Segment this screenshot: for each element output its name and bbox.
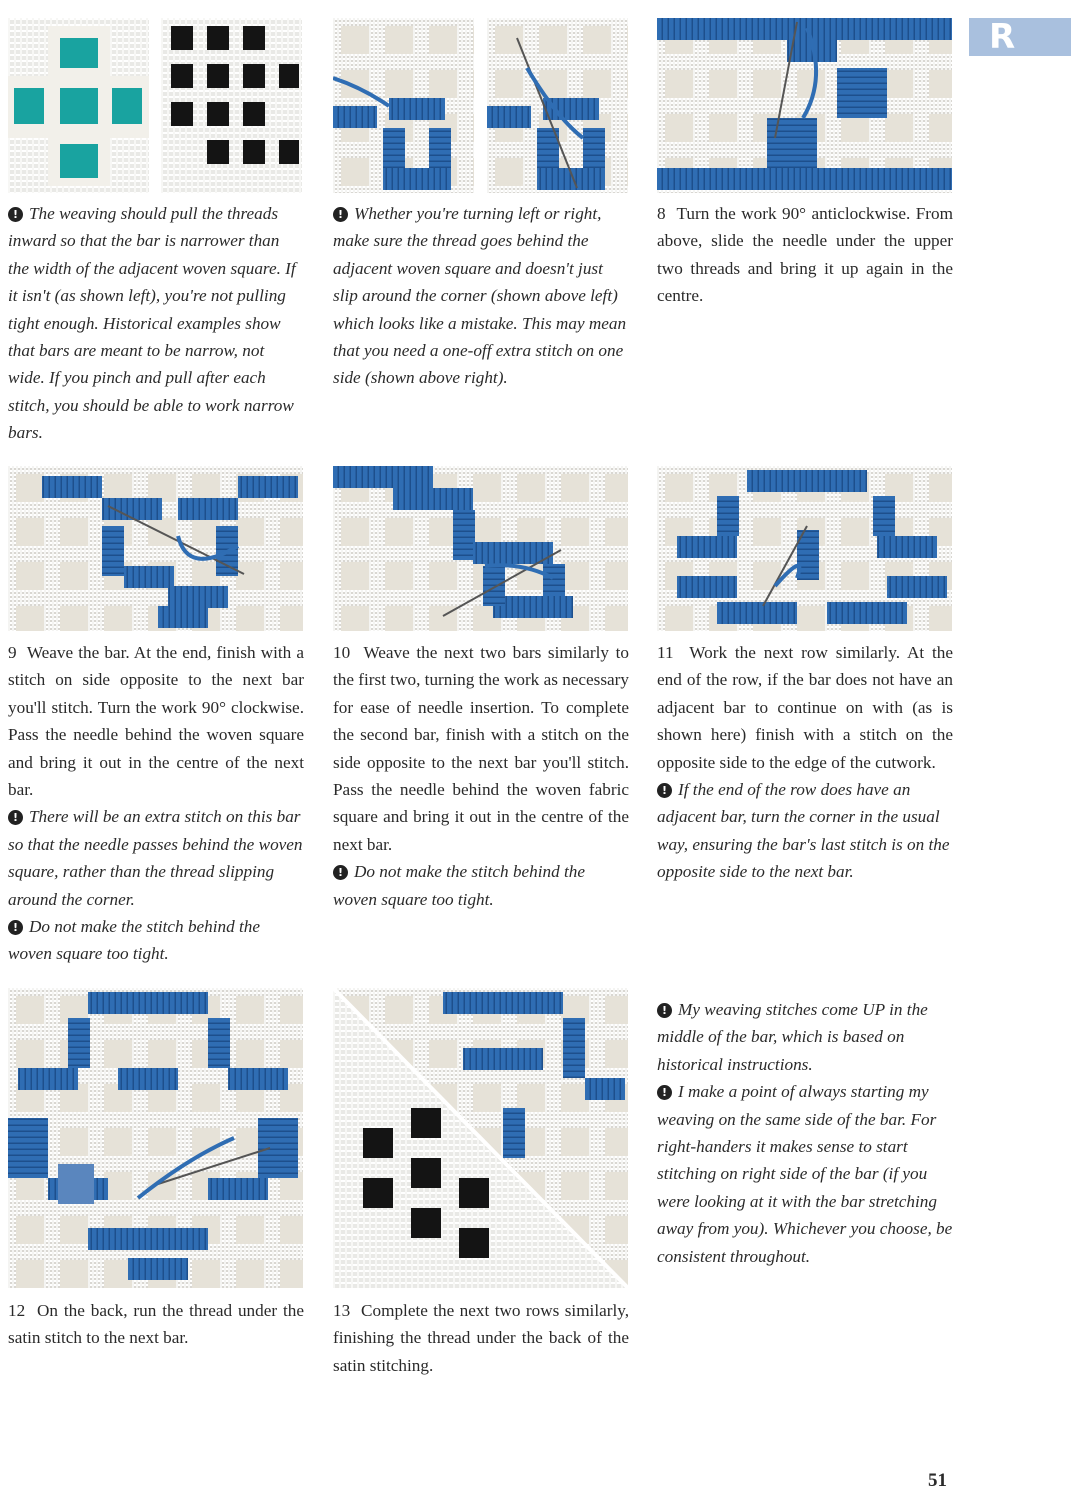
step-number: 11 — [657, 643, 674, 662]
note-text: Do not make the stitch behind the woven square too tight. — [333, 862, 586, 909]
note-corner-turn: ! Whether you're turning left or right, make sure the thread goes behind the adjacent woven square and doesn't just slip around the corner (shown above left) which looks like a mistake. This may mean that you need a one-off extra stitch on one side (shown above right). — [333, 204, 627, 388]
page-number: 51 — [928, 1470, 947, 1491]
section-tab: R — [969, 18, 1071, 56]
warning-icon: ! — [8, 810, 23, 825]
note-text: I make a point of always starting my weaving on the same side of the bar. For right-handers it makes sense to start stitching on right side of the bar (if you were looking at it with the bar stretching away from you). Whichever you choose, be consistent throughout. — [657, 1082, 953, 1266]
photo-loose-bars — [8, 18, 149, 193]
step-text: Work the next row similarly. At the end of the row, if the bar does not have an adjacent bar to continue on with (as is shown here) finish with a stitch on the opposite side to the edge of the cutwork. — [657, 643, 953, 772]
warning-icon: ! — [8, 207, 23, 222]
note-text: My weaving stitches come UP in the middle of the bar, which is based on historical instructions. — [657, 1000, 928, 1074]
diagram-step-8 — [657, 18, 952, 193]
warning-icon: ! — [333, 207, 348, 222]
step-number: 8 — [657, 204, 666, 223]
warning-icon: ! — [657, 1003, 672, 1018]
step-12 — [8, 1297, 304, 1352]
note-text: If the end of the row does have an adjacent bar, turn the corner in the usual way, ensuring the bar's last stitch is on the opposite side to the next bar. — [657, 780, 950, 882]
warning-icon: ! — [657, 783, 672, 798]
step-text: On the back, run the thread under the satin stitch to the next bar. — [8, 1301, 304, 1348]
note-text: There will be an extra stitch on this bar so that the needle passes behind the woven square, rather than the thread slipping around the corner. — [8, 807, 303, 909]
warning-icon: ! — [333, 865, 348, 880]
step-number: 12 — [8, 1301, 26, 1320]
diagram-step-12 — [8, 988, 303, 1288]
note-text: Do not make the stitch behind the woven square too tight. — [8, 917, 261, 964]
diagram-step-11 — [657, 466, 952, 631]
step-number: 13 — [333, 1301, 351, 1320]
step-8 — [657, 200, 953, 310]
step-text: Weave the bar. At the end, finish with a stitch on side opposite to the next bar you'll stitch. Turn the work 90° clockwise. Pass the needle behind the woven square and bring it out in the centre of the next bar. — [8, 643, 304, 800]
step-text: Turn the work 90° anticlockwise. From above, slide the needle under the upper two threads and bring it up again in the centre. — [657, 204, 953, 306]
step-13 — [333, 1297, 629, 1379]
diagram-corner-right — [487, 18, 628, 193]
warning-icon: ! — [657, 1085, 672, 1100]
diagram-step-10 — [333, 466, 628, 631]
step-9 — [8, 639, 304, 968]
step-number: 9 — [8, 643, 17, 662]
diagram-corner-wrong — [333, 18, 474, 193]
step-text: Weave the next two bars similarly to the first two, turning the work as necessary for ease of needle insertion. To complete the second bar, finish with a stitch on the side opposite to the next bar you'll stitch. Pass the needle behind the woven fabric square and bring it out in the centre of the next bar. — [333, 643, 629, 854]
photo-narrow-bars — [161, 18, 302, 193]
step-11 — [657, 639, 953, 886]
note-bar-tension: ! The weaving should pull the threads inward so that the bar is narrower than the width of the adjacent woven square. If it isn't (as shown left), you're not pulling tight enough. Historical examples show that bars are meant to be narrow, not wide. If you pinch and pull after each stitch, you should be able to work narrow bars. — [8, 204, 296, 443]
step-number: 10 — [333, 643, 351, 662]
step-text: Complete the next two rows similarly, finishing the thread under the back of the satin stitching. — [333, 1301, 630, 1375]
diagram-step-13 — [333, 988, 628, 1288]
diagram-step-9 — [8, 466, 303, 631]
notes-technique — [657, 996, 953, 1270]
warning-icon: ! — [8, 920, 23, 935]
step-10 — [333, 639, 629, 913]
